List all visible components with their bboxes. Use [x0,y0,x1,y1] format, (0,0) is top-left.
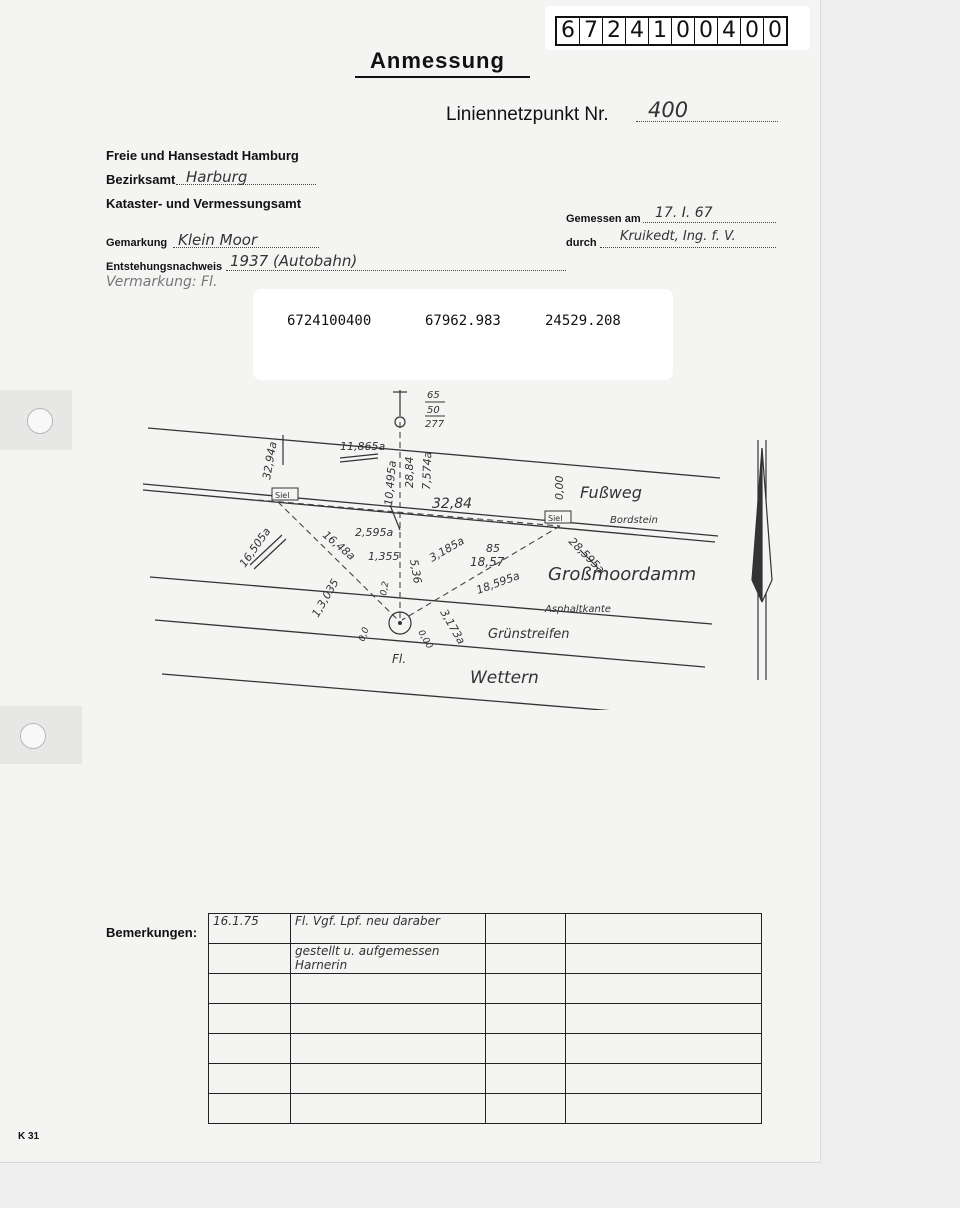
bordstein-label: Bordstein [610,515,658,526]
m-2884: 28,84 [403,456,416,488]
remarks-cell: 16.1.75 [209,914,291,944]
number-digit: 4 [718,18,741,44]
wettern-label: Wettern [470,668,539,688]
number-digit: 7 [580,18,603,44]
remarks-cell [209,974,291,1004]
entstehung-value: 1937 (Autobahn) [230,252,358,270]
vermarkung-value: Vermarkung: Fl. [106,274,218,290]
table-row [209,974,762,1004]
remarks-table [208,913,762,1124]
m-10495: 10,495a [382,460,399,507]
m-3035: 1,3,035 [309,576,342,620]
fraction-top: 65 [427,390,440,401]
fraction-mid: 50 [427,405,440,416]
siel-left-label: Siel [275,491,290,500]
m-7574: 7,574a [420,451,435,491]
remarks-cell [291,974,486,1004]
m-3294: 32,94a [260,440,280,481]
remarks-cell [486,1064,566,1094]
number-digit: 6 [557,18,580,44]
gemessen-label: Gemessen am [566,213,641,225]
remarks-cell [486,974,566,1004]
remarks-cell: gestellt u. aufgemessen Harnerin [291,944,486,974]
remarks-cell [209,1034,291,1064]
coordinate-card [253,289,673,380]
remarks-cell [486,914,566,944]
remarks-cell [209,1094,291,1124]
remarks-cell [566,1064,762,1094]
remarks-cell [566,914,762,944]
coord-point-id: 6724100400 [287,313,372,329]
remarks-cell [566,974,762,1004]
fl-label: Fl. [392,652,407,666]
coord-x: 67962.983 [425,313,501,329]
m-5636: 5,36 [407,558,425,585]
remarks-cell [291,1004,486,1034]
remarks-cell [291,1034,486,1064]
remarks-cell [566,1004,762,1034]
pin-icon [20,723,46,749]
m-28595: 28,595a [565,534,608,577]
durch-value: Kruikedt, Ing. f. V. [620,229,736,244]
durch-label: durch [566,237,597,249]
number-digit: 2 [603,18,626,44]
table-row [209,944,762,974]
linienpunkt-value: 400 [648,98,689,122]
gruenstreifen-label: Grünstreifen [488,627,570,642]
org-line: Freie und Hansestadt Hamburg [106,148,299,163]
ditch-line [162,674,712,710]
fussweg-label: Fußweg [580,483,642,502]
remarks-cell [291,1064,486,1094]
m-1857: 18,57 [470,555,505,569]
m-000a: 0,00 [553,475,566,500]
tape-strip-bottom [0,706,82,764]
table-row [209,1034,762,1064]
number-digit: 1 [649,18,672,44]
remarks-cell: Fl. Vgf. Lpf. neu daraber [291,914,486,944]
gemarkung-label: Gemarkung [106,237,168,249]
gemessen-value: 17. I. 67 [655,205,713,221]
remarks-cell [566,944,762,974]
table-row [209,914,762,944]
remarks-cell [486,1094,566,1124]
gemessen-dotline [643,222,776,223]
point-number-box [545,6,810,50]
remarks-cell [566,1034,762,1064]
fraction-bot: 277 [425,419,445,430]
m-1648: 16,48a [320,528,358,563]
remarks-cell [209,1004,291,1034]
entstehung-dotline [226,270,566,271]
form-title: Anmessung [370,48,505,73]
m-2595: 2,595a [355,526,394,539]
remarks-cell [291,1094,486,1124]
m-000c: 0,0 [357,626,372,644]
remarks-cell [486,1004,566,1034]
asphaltkante-label: Asphaltkante [545,604,611,615]
coord-y: 24529.208 [545,313,621,329]
survey-sketch [0,380,820,710]
m-11865: 11,865a [340,440,386,453]
title-underline [355,76,530,78]
remarks-cell [566,1094,762,1124]
remarks-cell [486,1034,566,1064]
m-3185: 3,185a [427,534,467,565]
table-row [209,1004,762,1034]
m-1355: 1,355 [368,550,400,563]
table-row [209,1064,762,1094]
siel-right-label: Siel [548,514,563,523]
number-digit: 0 [768,18,782,43]
m-000b: 0,00 [415,628,435,651]
grossmoordamm-label: Großmoordamm [548,564,697,585]
m-3284: 32,84 [432,496,473,512]
m-18595: 18,595a [474,569,522,597]
point-number-digits [555,16,788,46]
bezirksamt-value: Harburg [186,168,248,186]
form-code: K 31 [18,1131,40,1142]
table-row [209,1094,762,1124]
remarks-label: Bemerkungen: [106,925,198,940]
m-3173: 3,173a [437,607,468,647]
m-85: 85 [486,542,500,555]
m-16505: 16,505a [236,525,274,570]
remarks-cell [209,1064,291,1094]
number-digit: 0 [741,18,764,44]
gemarkung-value: Klein Moor [178,231,258,249]
number-digit: 4 [626,18,649,44]
bezirksamt-label: Bezirksamt [106,172,176,187]
remarks-cell [209,944,291,974]
entstehung-label: Entstehungsnachweis [106,261,223,273]
remarks-cell [486,944,566,974]
linienpunkt-label: Liniennetzpunkt Nr. [446,104,609,125]
number-digit: 0 [695,18,718,44]
m-02: 0,2 [379,580,392,597]
amt-line: Kataster- und Vermessungsamt [106,196,302,211]
number-digit: 0 [672,18,695,44]
durch-dotline [600,247,776,248]
